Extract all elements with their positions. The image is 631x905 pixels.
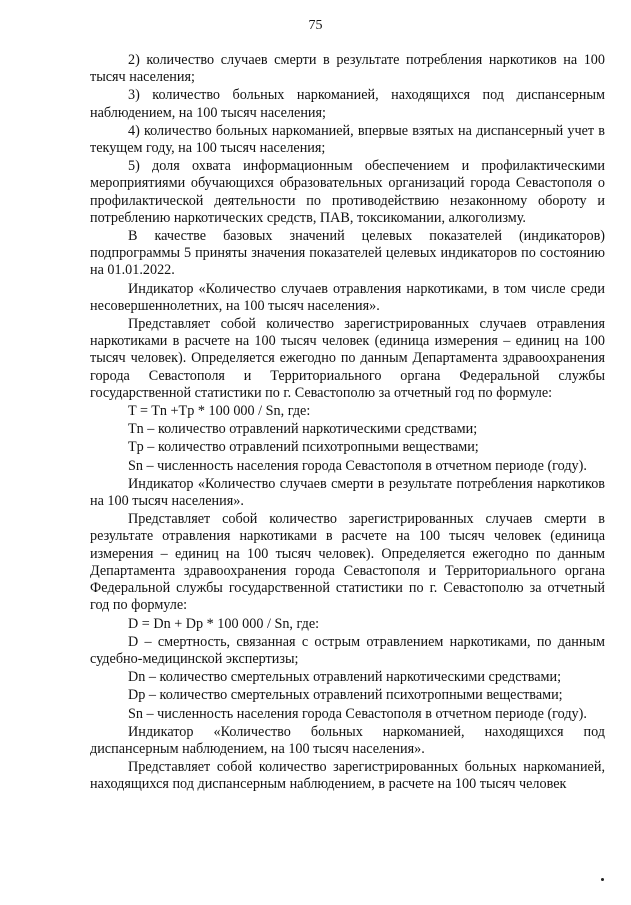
list-item-3: 3) количество больных наркоманией, находящихся под диспансерным наблюдением, на 100 тысяч населения; (90, 87, 605, 121)
page-number: 75 (308, 18, 323, 33)
formula-t: T = Tn +Tp * 100 000 / Sn, где: (128, 403, 311, 420)
paragraph-poisoning-description: Представляет собой количество зарегистрированных случаев отравления наркотиками в расчете на 100 тысяч человек (единица измерения – единиц на 100 тысяч человек). Определяется ежегодно по данным Департамента здравоохранения города Севастополя и Территориального органа Федеральной службы государственной статистики по г. Севастополю за отчетный год по формуле: (90, 316, 605, 401)
paragraph-patients-description: Представляет собой количество зарегистрированных больных наркоманией, находящихся под диспансерным наблюдением, в расчете на 100 тысяч человек (90, 759, 605, 793)
document-body (90, 52, 605, 795)
definition-sn-1: Sn – численность населения города Севастополя в отчетном периоде (году). (128, 457, 587, 474)
formula-d: D = Dn + Dp * 100 000 / Sn, где: (128, 615, 320, 632)
paragraph-death-description: Представляет собой количество зарегистрированных случаев смерти в результате отравления наркотиками в расчете на 100 тысяч человек (единица измерения – единиц на 100 тысяч человек). Определяется ежегодно по данным Департамента здравоохранения города Севастополя и Территориального органа Федеральной службы государственной статистики по г. Севастополю за отчетный год по формуле: (90, 511, 605, 614)
definition-sn-2: Sn – численность населения города Севастополя в отчетном периоде (году). (128, 705, 587, 722)
scan-dot (601, 878, 604, 881)
definition-dp: Dp – количество смертельных отравлений психотропными веществами; (128, 687, 563, 704)
list-item-2: 2) количество случаев смерти в результате потребления наркотиков на 100 тысяч населения; (90, 52, 605, 86)
definition-dn: Dn – количество смертельных отравлений наркотическими средствами; (128, 669, 562, 686)
definition-tn: Tn – количество отравлений наркотическими средствами; (128, 421, 478, 438)
paragraph-base-values: В качестве базовых значений целевых показателей (индикаторов) подпрограммы 5 приняты значения показателей целевых индикаторов по состоянию на 01.01.2022. (90, 228, 605, 279)
definition-d: D – смертность, связанная с острым отравлением наркотиками, по данным судебно-медицинской экспертизы; (90, 633, 605, 667)
paragraph-indicator-death: Индикатор «Количество случаев смерти в результате потребления наркотиков на 100 тысяч населения». (90, 475, 605, 510)
list-item-5: 5) доля охвата информационным обеспечением и профилактическими мероприятиями обучающихся образовательных организаций города Севастополя о профилактической деятельности по противодействию незаконному обороту и потреблению наркотических средств, ПАВ, токсикомании, алкоголизму. (90, 158, 605, 226)
list-item-4: 4) количество больных наркоманией, впервые взятых на диспансерный учет в текущем году, на 100 тысяч населения; (90, 122, 605, 157)
paragraph-indicator-patients: Индикатор «Количество больных наркоманией, находящихся под диспансерным наблюдением, на 100 тысяч населения». (90, 723, 605, 757)
paragraph-indicator-poisoning: Индикатор «Количество случаев отравления наркотиками, в том числе среди несовершеннолетних, на 100 тысяч населения». (90, 280, 605, 314)
definition-tp: Tp – количество отравлений психотропными веществами; (128, 439, 479, 456)
